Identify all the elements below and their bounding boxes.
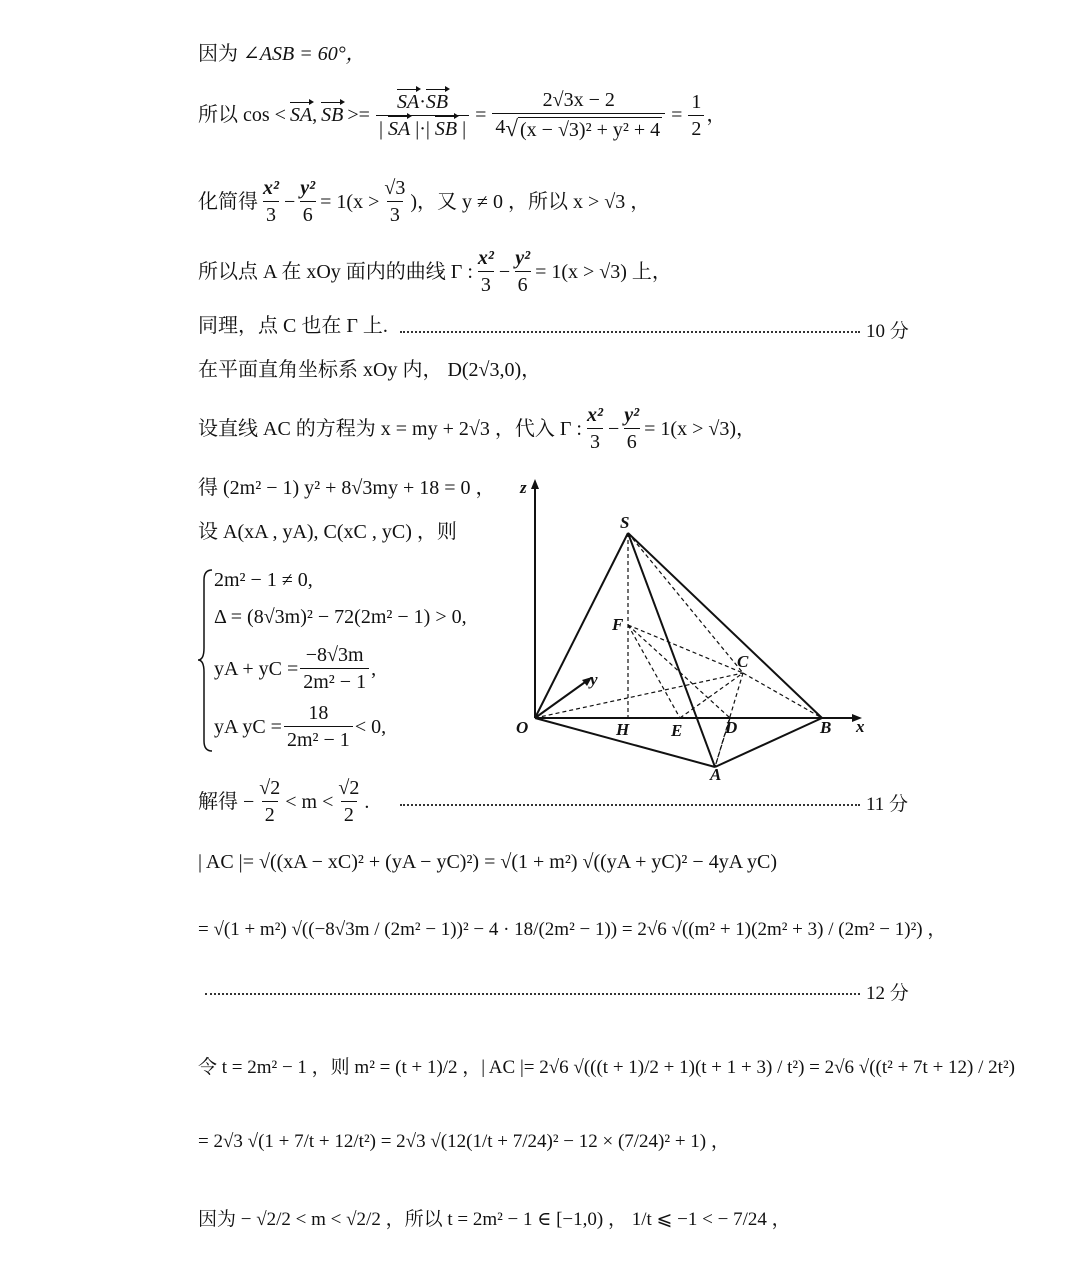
label-b: B [820, 718, 832, 737]
line-1 [198, 44, 366, 64]
line-8: 得 (2m² − 1) y² + 8√3my + 18 = 0 ， [198, 477, 496, 499]
line-13: 令 t = 2m² − 1 ，则 m² = (t + 1)/2 ，| AC |= 2√6 √(((t + 1)/2 + 1)(t + 1 + 3) / t²) = 2√6 √((t² + 7t + 12) / 2t²) [198, 1057, 1015, 1078]
line-15: 因为 − √2/2 < m < √2/2 ，所以 t = 2m² − 1 ∈ [−1,0) ， 1/t ⩽ −1 < − 7/24 ， [198, 1209, 791, 1230]
score-12: 12 分 [866, 983, 909, 1004]
line-3: 化简得 $\frac{\text{x²}}{3}$ − $\frac{\text{y²}}{6}$ = 1(x > $\frac{√3}{3}$ ) ，又 y ≠ 0 ，所以 x > √3 ， [198, 177, 651, 226]
system-line-3: yA + yC = $\frac{-8√3m}{\text{2m² − 1}}$ , [214, 644, 377, 693]
line-7: 设直线 AC 的方程为 x = my + 2√3 ，代入 Γ : $\frac{\text{x²}}{3}$ − $\frac{\text{y²}}{6}$ = 1(x > √3)， [198, 404, 757, 453]
line-2-prefix: 所以 cos < [198, 104, 286, 126]
cos-fraction-coords: 2√3x − 2 4 √ (x − √3)² + y² + 4 [492, 90, 665, 140]
y-axis [535, 680, 588, 718]
line-10: 解得 − $\frac{√2}{2}$ < m < $\frac{√2}{2}$ . [198, 777, 370, 826]
sqrt3-over-3: $\frac{√3}{3}$ [384, 177, 406, 226]
line-1-expr: ∠ASB = 60°， [243, 43, 366, 65]
label-f: F [612, 615, 624, 634]
line-5: 同理，点 C 也在 Γ 上. [198, 315, 388, 337]
line-4: 所以点 A 在 xOy 面内的曲线 Γ : $\frac{\text{x²}}{3}$ − $\frac{\text{y²}}{6}$ = 1(x > √3) 上， [198, 247, 672, 296]
score-10: 10 分 [866, 321, 909, 342]
label-e: E [671, 721, 683, 740]
system-line-1: 2m² − 1 ≠ 0, [214, 569, 313, 591]
system-line-2: Δ = (8√3m)² − 72(2m² − 1) > 0, [214, 606, 467, 628]
label-z: z [520, 478, 527, 497]
score-11: 11 分 [866, 794, 909, 815]
label-y: y [590, 670, 598, 689]
vector-sb: SB [321, 104, 344, 126]
label-x: x [856, 717, 865, 736]
line-3-text: ，又 y ≠ 0 ，所以 x > √3 ， [417, 190, 651, 213]
leader-dots-12 [205, 993, 860, 995]
line-2: 所以 cos < SA , SB >= $\frac{SA\cdot SB}{| SA |\cdot| SB |}$ = 2√3x − 2 4 √ (x − √3)² + y² + 4 = $\frac{1}{2}$ ， [198, 89, 727, 141]
line-6: 在平面直角坐标系 xOy 内， D(2√3,0)， [198, 359, 542, 381]
label-h: H [616, 720, 630, 739]
vector-sa: SA [289, 104, 313, 126]
cos-fraction-vectors: $\frac{SA\cdot SB}{| SA |\cdot| SB |}$ [376, 92, 469, 139]
label-c: C [737, 652, 749, 671]
line-9: 设 A(xA , yA), C(xC , yC) ，则 [198, 521, 457, 543]
x2-over-3: $\frac{\text{x²}}{3}$ [263, 177, 279, 226]
cos-numerator: 2√3x − 2 [542, 89, 615, 111]
leader-dots-11 [400, 804, 860, 806]
line-12: = √(1 + m²) √((−8√3m / (2m² − 1))² − 4 · 18/(2m² − 1)) = 2√6 √((m² + 1)(2m² + 3) / (2m² − 1)²) ， [198, 919, 947, 940]
line-14: = 2√3 √(1 + 7/t + 12/t²) = 2√3 √(12(1/t + 7/24)² − 12 × (7/24)² + 1) ， [198, 1131, 730, 1152]
cos-result: $\frac{1}{2}$ [688, 92, 704, 139]
label-s: S [620, 513, 630, 532]
y2-over-6: $\frac{\text{y²}}{6}$ [300, 177, 316, 226]
system-line-4: yA yC = $\frac{18}{\text{2m² − 1}}$ < 0, [214, 702, 387, 751]
pyramid-figure [510, 475, 880, 790]
label-o: O [516, 718, 529, 737]
label-d: D [725, 718, 738, 737]
line-11: | AC |= √((xA − xC)² + (yA − yC)²) = √(1 + m²) √((yA + yC)² − 4yA yC) [198, 851, 778, 873]
label-a: A [710, 765, 722, 784]
line-1-prefix: 因为 [198, 43, 238, 65]
leader-dots-10 [400, 331, 860, 333]
